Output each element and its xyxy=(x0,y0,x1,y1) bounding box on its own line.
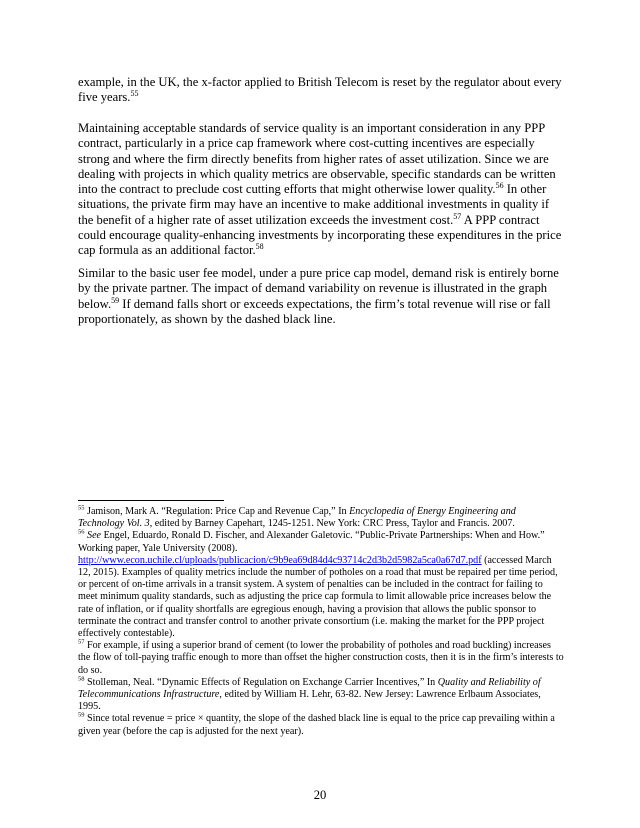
footnote-59 xyxy=(78,713,564,737)
footnote-56 xyxy=(78,530,564,640)
footnote-ref-57[interactable]: 57 xyxy=(453,211,462,221)
footnote-number: 59 xyxy=(78,712,85,720)
footnote-text: Stolleman, Neal. “Dynamic Effects of Regulation on Exchange Carrier Incentives,” In xyxy=(84,676,438,688)
footnote-text: Since total revenue = price × quantity, the slope of the dashed black line is equal to the price cap prevailing within a given year (before the cap is adjusted for the next year). xyxy=(78,713,555,737)
paragraph-2-text-2: In other situations, the private firm may have an incentive to make additional investments in quality if the benefit of a higher rate of asset utilization exceeds the investment cost. xyxy=(78,182,550,227)
paragraph-2-text-1: Maintaining acceptable standards of service quality is an important consideration in any PPP contract, particularly in a price cap framework where cost-cutting incentives are especially strong and where the firm directly benefits from higher rates of asset utilization. Since we are dealing with projects in which quality metrics are observable, specific standards can be written into the contract to preclude cost cutting efforts that might otherwise lower quality. xyxy=(78,121,556,197)
footnote-number: 57 xyxy=(78,638,85,646)
footnote-ref-56[interactable]: 56 xyxy=(495,181,504,190)
footnote-number: 58 xyxy=(78,675,85,683)
footnote-text: , edited by William H. Lehr, 63-82. New Jersey: Lawrence Erlbaum Associates, 1995. xyxy=(78,689,541,713)
footnote-url-link[interactable]: http://www.econ.uchile.cl/uploads/publicacion/c9b9ea69d84d4c93714c2d3b2d5982a5ca0a67d7.pdf xyxy=(78,554,482,566)
footnotes xyxy=(78,506,564,738)
page-number: 20 xyxy=(313,788,327,802)
footnote-55 xyxy=(78,506,564,530)
footnote-ref-58[interactable]: 58 xyxy=(255,242,264,252)
footnote-text: (accessed March 12, 2015). Examples of quality metrics include the number of potholes on a road that must be repaired per time period, or percent of on-time arrivals in a transit system. A system of penalties can be included in the contract for failing to meet minimum quality standards, such as adjusting the price cap formula to limit allowable price increases below the rate of inflation, or if quality shortfalls are egregious enough, having a provision that allows the public sponsor to terminate the contract and transfer control to another private consortium (i.e. making the market for the PPP project effectively contestable). xyxy=(78,554,558,640)
footnote-ref-59[interactable]: 59 xyxy=(111,295,120,305)
footnote-text: , edited by Barney Capehart, 1245-1251. New York: CRC Press, Taylor and Francis. 2007. xyxy=(149,518,515,530)
paragraph-2 xyxy=(78,121,564,259)
footnote-title: Encyclopedia of Energy Engineering and Technology Vol. 3 xyxy=(78,506,516,530)
footnote-separator xyxy=(78,500,224,501)
footnote-ref-55[interactable]: 55 xyxy=(130,89,139,99)
paragraph-3 xyxy=(78,266,564,327)
footnote-57 xyxy=(78,640,564,677)
paragraph-3-text-1: Similar to the basic user fee model, under a pure price cap model, demand risk is entirely borne by the private partner. The impact of demand variability on revenue is illustrated in the graph below. xyxy=(78,266,559,311)
footnote-text: Jamison, Mark A. “Regulation: Price Cap and Revenue Cap,” In xyxy=(84,506,350,517)
footnote-text: For example, if using a superior brand of cement (to lower the probability of potholes and road buckling) increases the flow of toll-paying traffic enough to more than offset the higher construction costs, then it is in the firm’s interests to do so. xyxy=(78,640,564,676)
footnote-text: Engel, Eduardo, Ronald D. Fischer, and Alexander Galetovic. “Public-Private Partnerships: When and How.” Working paper, Yale University (2008). xyxy=(78,530,545,554)
footnote-see: See xyxy=(87,530,102,542)
paragraph-1-text: example, in the UK, the x-factor applied to British Telecom is reset by the regulator about every five years. xyxy=(78,75,562,105)
paragraph-1 xyxy=(78,75,564,106)
paragraph-3-text-2: If demand falls short or exceeds expectations, the firm’s total revenue will rise or fall proportionately, as shown by the dashed black line. xyxy=(78,296,551,326)
footnote-title: Quality and Reliability of Telecommunications Infrastructure xyxy=(78,676,541,701)
footnote-number: 56 xyxy=(78,529,85,537)
footnote-number: 55 xyxy=(78,504,85,512)
footnote-58 xyxy=(78,677,564,714)
paragraph-2-text-3: A PPP contract could encourage quality-enhancing investments by incorporating these expenditures in the price cap formula as an additional factor. xyxy=(78,212,562,258)
